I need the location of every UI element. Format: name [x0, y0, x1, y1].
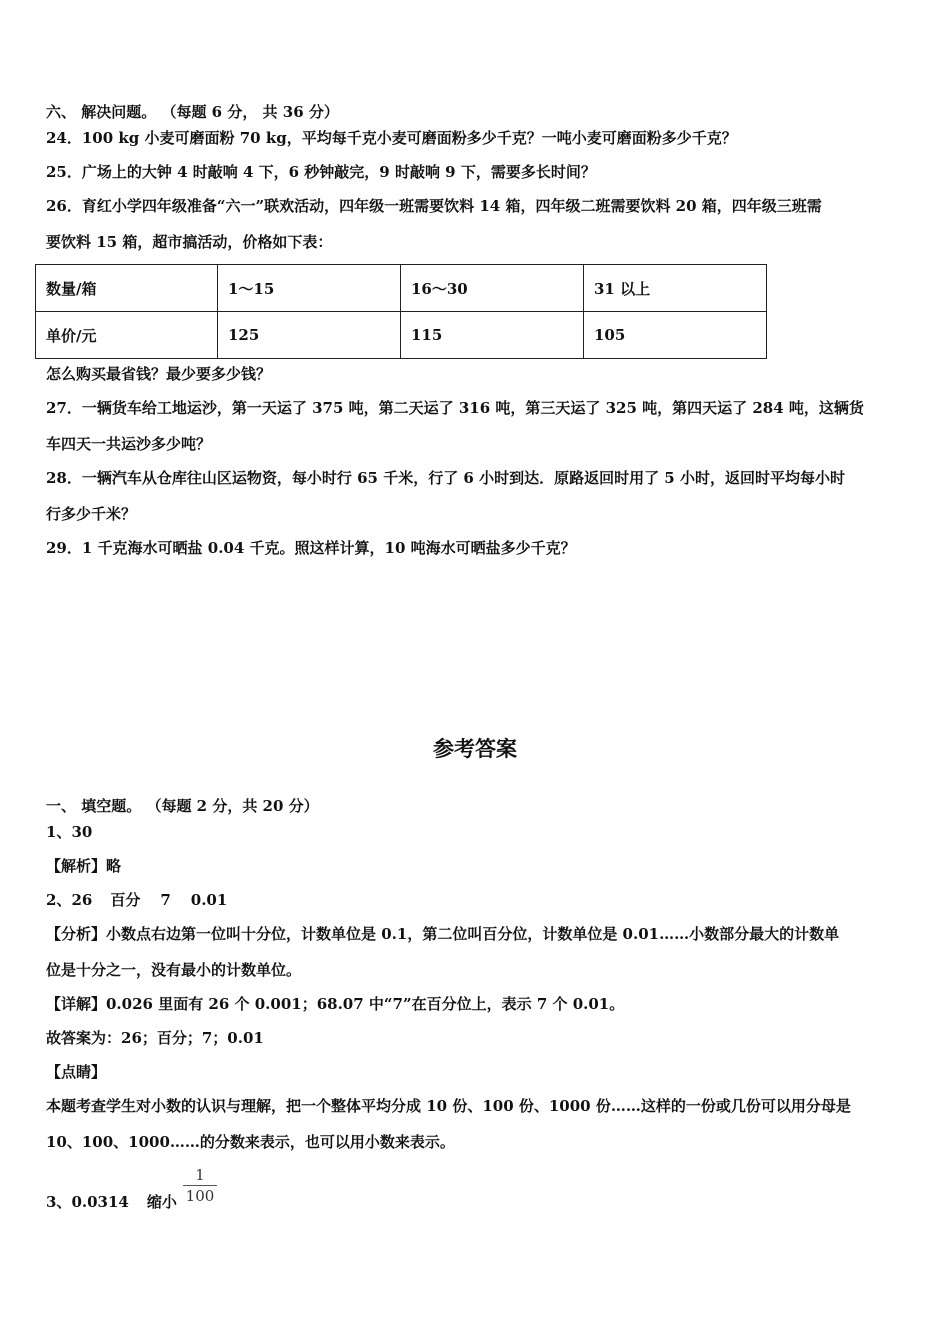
fraction-numerator: 1 [195, 1166, 205, 1184]
answer-number: 1、 [46, 823, 72, 841]
answer-number: 3、 [46, 1193, 72, 1211]
answer-value: 30 [71, 823, 93, 841]
question-24: 24．100 kg 小麦可磨面粉 70 kg，平均每千克小麦可磨面粉多少千克？一吨小麦可磨面粉多少千克？ [46, 129, 737, 147]
answer-1 [46, 822, 92, 842]
answer-value: 百分 [110, 891, 141, 909]
table-row [36, 265, 767, 312]
answer-2-analysis-line1: 【分析】小数点右边第一位叫十分位，计数单位是 0.1，第二位叫百分位，计数单位是 0.01……小数部分最大的计数单 [46, 925, 840, 943]
answer-value: 0.01 [190, 891, 228, 909]
question-28-line2: 行多少千米？ [46, 505, 137, 523]
table-cell: 1～15 [218, 265, 401, 312]
answer-2-conclusion: 故答案为：26；百分；7；0.01 [46, 1029, 264, 1047]
answer-2-comment-line2: 10、100、1000……的分数来表示，也可以用小数来表示。 [46, 1133, 455, 1151]
question-27-line2: 车四天一共运沙多少吨？ [46, 435, 212, 453]
answer-1-analysis: 【解析】略 [46, 857, 122, 875]
table-cell: 数量/箱 [36, 265, 218, 312]
fraction-bar [183, 1185, 217, 1186]
answer-value: 7 [160, 891, 171, 909]
answer-number: 2、 [46, 891, 72, 909]
table-row [36, 312, 767, 359]
fraction-one-hundredth [183, 1166, 217, 1205]
answer-3 [46, 1192, 177, 1212]
answer-2-analysis-line2: 位是十分之一，没有最小的计数单位。 [46, 961, 302, 979]
answer-2 [46, 890, 227, 910]
question-26-followup: 怎么购买最省钱？最少要多少钱？ [46, 365, 272, 383]
answer-value: 26 [71, 891, 93, 909]
table-cell: 16～30 [401, 265, 584, 312]
answer-2-comment-line1: 本题考查学生对小数的认识与理解，把一个整体平均分成 10 份、100 份、1000 份……这样的一份或几份可以用分母是 [46, 1097, 851, 1115]
table-cell: 31 以上 [584, 265, 767, 312]
question-26-line2: 要饮料 15 箱，超市搞活动，价格如下表： [46, 233, 333, 251]
answer-2-comment-label: 【点睛】 [46, 1063, 107, 1081]
table-cell: 125 [218, 312, 401, 359]
fraction-denominator: 100 [185, 1187, 215, 1205]
section-six-heading: 六、 解决问题。 （每题 6 分， 共 36 分） [46, 103, 339, 121]
question-27-line1: 27．一辆货车给工地运沙，第一天运了 375 吨，第二天运了 316 吨，第三天运了 325 吨，第四天运了 284 吨，这辆货 [46, 399, 864, 417]
answer-2-detail: 【详解】0.026 里面有 26 个 0.001；68.07 中“7”在百分位上，表示 7 个 0.01。 [46, 995, 625, 1013]
price-table [35, 264, 767, 359]
answer-word: 缩小 [146, 1193, 177, 1211]
table-cell: 115 [401, 312, 584, 359]
question-25: 25．广场上的大钟 4 时敲响 4 下，6 秒钟敲完，9 时敲响 9 下，需要多长时间？ [46, 163, 596, 181]
question-26-line1: 26．育红小学四年级准备“六一”联欢活动，四年级一班需要饮料 14 箱，四年级二班需要饮料 20 箱，四年级三班需 [46, 197, 822, 215]
table-cell: 单价/元 [36, 312, 218, 359]
question-29: 29．1 千克海水可晒盐 0.04 千克。照这样计算，10 吨海水可晒盐多少千克？ [46, 539, 576, 557]
table-cell: 105 [584, 312, 767, 359]
answers-section-one-heading: 一、 填空题。 （每题 2 分，共 20 分） [46, 797, 319, 815]
answer-value: 0.0314 [71, 1193, 129, 1211]
answers-title: 参考答案 [433, 737, 517, 761]
question-28-line1: 28．一辆汽车从仓库往山区运物资，每小时行 65 千米，行了 6 小时到达．原路返回时用了 5 小时，返回时平均每小时 [46, 469, 845, 487]
